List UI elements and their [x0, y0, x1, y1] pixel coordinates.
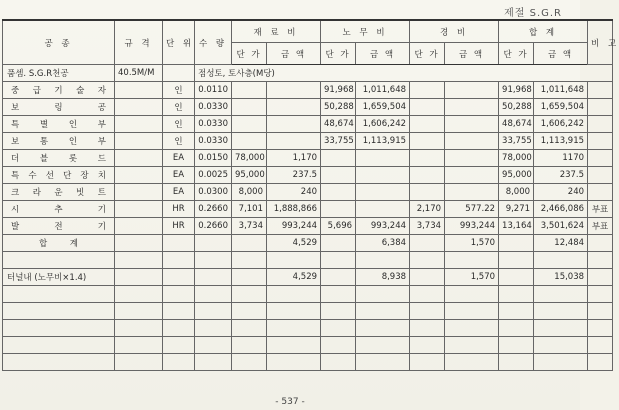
table-row: [3, 201, 613, 218]
cell-qty: 0.0330: [195, 133, 232, 150]
cell-note: [588, 337, 613, 354]
cell-m-amt: [267, 82, 321, 99]
table-row: [3, 269, 613, 286]
header-note: 비 고: [588, 20, 613, 65]
cell-qty: [195, 354, 232, 371]
cell-spec: [115, 167, 163, 184]
table-row: [3, 116, 613, 133]
cell-m-up: [232, 354, 267, 371]
table-row: [3, 235, 613, 252]
cell-e-up: [410, 303, 445, 320]
cell-m-up: 78,000: [232, 150, 267, 167]
cell-l-amt: 8,938: [356, 269, 410, 286]
cell-e-amt: [445, 303, 499, 320]
cell-l-amt: [356, 201, 410, 218]
cell-t-up: 33,755: [499, 133, 534, 150]
cell-e-up: [410, 337, 445, 354]
cell-l-up: [321, 201, 356, 218]
header-qty: 수 량: [195, 20, 232, 65]
cell-t-amt: 1,606,242: [534, 116, 588, 133]
cell-l-up: 5,696: [321, 218, 356, 235]
cell-unit: 인: [163, 133, 195, 150]
cell-note: [588, 116, 613, 133]
cell-qty: [195, 303, 232, 320]
cell-m-up: 8,000: [232, 184, 267, 201]
cell-spec: [115, 133, 163, 150]
cell-name: 특 별 인 부: [3, 116, 115, 133]
cell-e-amt: 1,570: [445, 269, 499, 286]
cell-e-amt: [445, 150, 499, 167]
cell-name: 중 급 기 술 자: [3, 82, 115, 99]
cell-m-amt: [267, 99, 321, 116]
cell-unit: [163, 337, 195, 354]
cell-name: [3, 252, 115, 269]
cell-l-amt: [356, 150, 410, 167]
header-unit: 단 위: [163, 20, 195, 65]
header-labor: 노 무 비: [321, 20, 410, 43]
table-row: [3, 303, 613, 320]
cell-qty: 0.0150: [195, 150, 232, 167]
cell-unit: [163, 65, 195, 82]
cell-name: [3, 337, 115, 354]
header-labor-unit-price: 단 가: [321, 43, 356, 65]
cell-spec: [115, 184, 163, 201]
cell-spec: [115, 252, 163, 269]
table-row: [3, 167, 613, 184]
cell-t-amt: 240: [534, 184, 588, 201]
cell-m-amt: [267, 303, 321, 320]
cell-l-amt: 1,606,242: [356, 116, 410, 133]
cell-l-up: [321, 354, 356, 371]
cell-e-up: 3,734: [410, 218, 445, 235]
cell-t-amt: 3,501,624: [534, 218, 588, 235]
cell-t-amt: [534, 286, 588, 303]
cell-note: [588, 150, 613, 167]
header-item: 공 종: [3, 20, 115, 65]
cell-l-amt: [356, 337, 410, 354]
cell-l-up: [321, 337, 356, 354]
table-row: [3, 218, 613, 235]
table-row: [3, 252, 613, 269]
header-row-main: [3, 20, 613, 43]
cell-m-up: 3,734: [232, 218, 267, 235]
cell-l-amt: [356, 184, 410, 201]
header-expense-amount: 금 액: [445, 43, 499, 65]
cell-m-up: [232, 252, 267, 269]
cell-spec: [115, 337, 163, 354]
table-row: [3, 99, 613, 116]
cell-t-up: [499, 337, 534, 354]
cell-m-up: [232, 82, 267, 99]
cell-l-up: [321, 320, 356, 337]
cell-spec: [115, 82, 163, 99]
cell-spec: [115, 99, 163, 116]
cell-spec: [115, 150, 163, 167]
cell-m-up: [232, 269, 267, 286]
cell-unit: [163, 303, 195, 320]
cell-t-amt: 1,659,504: [534, 99, 588, 116]
cell-qty: [195, 320, 232, 337]
cell-name: 보 통 인 부: [3, 133, 115, 150]
cell-note: [588, 286, 613, 303]
table-row: [3, 150, 613, 167]
cell-e-amt: [445, 354, 499, 371]
cell-name: 특 수 선 단 장 치: [3, 167, 115, 184]
cell-name: 시 추 기: [3, 201, 115, 218]
cell-note: [588, 82, 613, 99]
cell-spec: [115, 218, 163, 235]
cell-m-up: 7,101: [232, 201, 267, 218]
header-labor-amount: 금 액: [356, 43, 410, 65]
cell-l-amt: 993,244: [356, 218, 410, 235]
table-row: [3, 65, 613, 82]
cell-e-up: [410, 320, 445, 337]
cell-m-amt: 1,888,866: [267, 201, 321, 218]
cell-m-up: [232, 320, 267, 337]
cell-name: [3, 354, 115, 371]
cell-m-amt: [267, 320, 321, 337]
cell-e-up: 2,170: [410, 201, 445, 218]
table-row: [3, 354, 613, 371]
cell-t-up: 13,164: [499, 218, 534, 235]
cell-spec: 40.5M/M: [115, 65, 163, 82]
cell-unit: EA: [163, 150, 195, 167]
cell-l-amt: [356, 167, 410, 184]
cell-t-amt: 15,038: [534, 269, 588, 286]
cell-note: [588, 167, 613, 184]
cell-name: 크 라 운 빗 트: [3, 184, 115, 201]
cell-l-amt: [356, 354, 410, 371]
cell-qty: 0.0110: [195, 82, 232, 99]
cell-t-up: 78,000: [499, 150, 534, 167]
cell-name: 발 전 기: [3, 218, 115, 235]
cell-note: 부표: [588, 201, 613, 218]
cell-t-amt: [534, 303, 588, 320]
cell-name: [3, 286, 115, 303]
cell-name: [3, 303, 115, 320]
cell-m-up: [232, 286, 267, 303]
cell-t-up: [499, 252, 534, 269]
header-total-unit-price: 단 가: [499, 43, 534, 65]
cell-e-amt: [445, 167, 499, 184]
cell-t-amt: [534, 252, 588, 269]
cell-e-amt: [445, 320, 499, 337]
cell-qty: [195, 235, 232, 252]
cell-unit: 인: [163, 82, 195, 99]
cell-e-up: [410, 167, 445, 184]
unit-cost-table: [2, 19, 619, 371]
page-header-label: 제절 S.G.R: [504, 8, 562, 19]
cell-t-up: [499, 235, 534, 252]
cell-e-up: [410, 133, 445, 150]
cell-e-amt: [445, 82, 499, 99]
cell-m-amt: [267, 286, 321, 303]
cell-l-up: [321, 167, 356, 184]
header-material-amount: 금 액: [267, 43, 321, 65]
cell-l-amt: 6,384: [356, 235, 410, 252]
cell-l-up: 48,674: [321, 116, 356, 133]
cell-e-up: [410, 269, 445, 286]
cell-e-amt: [445, 116, 499, 133]
cell-note: [588, 99, 613, 116]
cell-unit: [163, 286, 195, 303]
cell-t-up: [499, 286, 534, 303]
cell-m-up: [232, 133, 267, 150]
cell-e-up: [410, 252, 445, 269]
cell-name: 더 블 롯 드: [3, 150, 115, 167]
cell-l-up: [321, 286, 356, 303]
cell-m-up: [232, 303, 267, 320]
cell-name: 터널내 (노무비×1.4): [3, 269, 115, 286]
cell-qty: [195, 269, 232, 286]
cell-t-amt: 237.5: [534, 167, 588, 184]
cell-e-up: [410, 116, 445, 133]
cell-t-up: 9,271: [499, 201, 534, 218]
cell-t-amt: 2,466,086: [534, 201, 588, 218]
cell-note: [588, 303, 613, 320]
cell-e-amt: [445, 286, 499, 303]
cell-note: [588, 269, 613, 286]
cell-spec: [115, 235, 163, 252]
cell-qty: 0.2660: [195, 201, 232, 218]
cell-spec: [115, 303, 163, 320]
cell-t-up: 50,288: [499, 99, 534, 116]
cell-unit: EA: [163, 167, 195, 184]
cell-l-amt: [356, 320, 410, 337]
cell-e-amt: [445, 99, 499, 116]
cell-e-amt: [445, 337, 499, 354]
cell-t-up: [499, 269, 534, 286]
cost-table-wrapper: [2, 19, 619, 371]
header-material: 재 료 비: [232, 20, 321, 43]
cell-m-up: [232, 99, 267, 116]
cell-e-amt: [445, 133, 499, 150]
cell-m-amt: 237.5: [267, 167, 321, 184]
table-row: [3, 320, 613, 337]
cell-unit: 인: [163, 99, 195, 116]
page-number: - 537 -: [275, 397, 305, 407]
cell-unit: [163, 354, 195, 371]
header-expense-unit-price: 단 가: [410, 43, 445, 65]
cell-t-up: 91,968: [499, 82, 534, 99]
cell-m-up: [232, 116, 267, 133]
cell-l-up: 50,288: [321, 99, 356, 116]
cell-m-up: 95,000: [232, 167, 267, 184]
cell-m-up: [232, 235, 267, 252]
cell-e-up: [410, 150, 445, 167]
header-expense: 경 비: [410, 20, 499, 43]
cell-e-up: [410, 99, 445, 116]
cell-unit: 인: [163, 116, 195, 133]
cell-unit: [163, 235, 195, 252]
cell-t-up: 95,000: [499, 167, 534, 184]
cell-t-amt: [534, 337, 588, 354]
table-row: [3, 133, 613, 150]
cell-name: 품셈. S.G.R천공: [3, 65, 115, 82]
table-row: [3, 82, 613, 99]
cell-spec: [115, 269, 163, 286]
cell-l-up: [321, 303, 356, 320]
cell-unit: EA: [163, 184, 195, 201]
cell-note: [588, 320, 613, 337]
cell-t-amt: [534, 354, 588, 371]
cell-m-amt: [267, 337, 321, 354]
cell-qty: 0.0330: [195, 99, 232, 116]
cell-t-up: 8,000: [499, 184, 534, 201]
cell-note: [588, 235, 613, 252]
cell-note: [588, 354, 613, 371]
cell-l-up: [321, 150, 356, 167]
cell-m-amt: 4,529: [267, 269, 321, 286]
cell-qty: [195, 252, 232, 269]
cell-note: [588, 133, 613, 150]
cell-m-amt: [267, 133, 321, 150]
cell-t-amt: 12,484: [534, 235, 588, 252]
cell-m-amt: 4,529: [267, 235, 321, 252]
cell-l-amt: [356, 252, 410, 269]
cell-t-up: [499, 303, 534, 320]
cell-qty: 점성토, 토사층(M당): [195, 65, 613, 82]
cell-m-amt: [267, 354, 321, 371]
cell-e-amt: 993,244: [445, 218, 499, 235]
cell-l-amt: 1,659,504: [356, 99, 410, 116]
table-row: [3, 286, 613, 303]
table-row: [3, 184, 613, 201]
header-total-amount: 금 액: [534, 43, 588, 65]
cell-name: [3, 320, 115, 337]
cell-qty: [195, 286, 232, 303]
cell-name: 합 계: [3, 235, 115, 252]
cell-t-amt: [534, 320, 588, 337]
cell-m-amt: [267, 252, 321, 269]
cell-spec: [115, 320, 163, 337]
cell-unit: HR: [163, 201, 195, 218]
cell-spec: [115, 201, 163, 218]
cell-qty: 0.0330: [195, 116, 232, 133]
cell-note: [588, 252, 613, 269]
cell-e-up: [410, 184, 445, 201]
header-total: 합 계: [499, 20, 588, 43]
header-spec: 규 격: [115, 20, 163, 65]
cell-t-up: 48,674: [499, 116, 534, 133]
cell-l-amt: [356, 286, 410, 303]
cell-spec: [115, 354, 163, 371]
cell-e-amt: 577.22: [445, 201, 499, 218]
cell-spec: [115, 286, 163, 303]
cell-qty: 0.0300: [195, 184, 232, 201]
cell-m-up: [232, 337, 267, 354]
cell-unit: [163, 320, 195, 337]
cell-l-amt: [356, 303, 410, 320]
cell-m-amt: 240: [267, 184, 321, 201]
cell-l-up: [321, 269, 356, 286]
cell-t-amt: 1,113,915: [534, 133, 588, 150]
cell-e-amt: [445, 184, 499, 201]
table-row: [3, 337, 613, 354]
cell-qty: 0.0025: [195, 167, 232, 184]
cell-spec: [115, 116, 163, 133]
cell-e-up: [410, 354, 445, 371]
cell-l-up: [321, 252, 356, 269]
cell-e-up: [410, 286, 445, 303]
cell-note: 부표: [588, 218, 613, 235]
cell-t-amt: 1170: [534, 150, 588, 167]
cell-note: [588, 184, 613, 201]
cell-unit: [163, 252, 195, 269]
table-body: [3, 65, 613, 371]
cell-unit: HR: [163, 218, 195, 235]
cell-l-up: [321, 235, 356, 252]
cell-t-up: [499, 354, 534, 371]
cell-l-up: 91,968: [321, 82, 356, 99]
header-material-unit-price: 단 가: [232, 43, 267, 65]
cell-l-up: [321, 184, 356, 201]
cell-qty: 0.2660: [195, 218, 232, 235]
cell-e-amt: [445, 252, 499, 269]
cell-m-amt: 993,244: [267, 218, 321, 235]
cell-t-up: [499, 320, 534, 337]
cell-e-up: [410, 235, 445, 252]
cell-m-amt: 1,170: [267, 150, 321, 167]
cell-name: 보 링 공: [3, 99, 115, 116]
cell-e-amt: 1,570: [445, 235, 499, 252]
cell-e-up: [410, 82, 445, 99]
cell-unit: [163, 269, 195, 286]
cell-t-amt: 1,011,648: [534, 82, 588, 99]
cell-qty: [195, 337, 232, 354]
cell-m-amt: [267, 116, 321, 133]
cell-l-up: 33,755: [321, 133, 356, 150]
cell-l-amt: 1,011,648: [356, 82, 410, 99]
cell-l-amt: 1,113,915: [356, 133, 410, 150]
